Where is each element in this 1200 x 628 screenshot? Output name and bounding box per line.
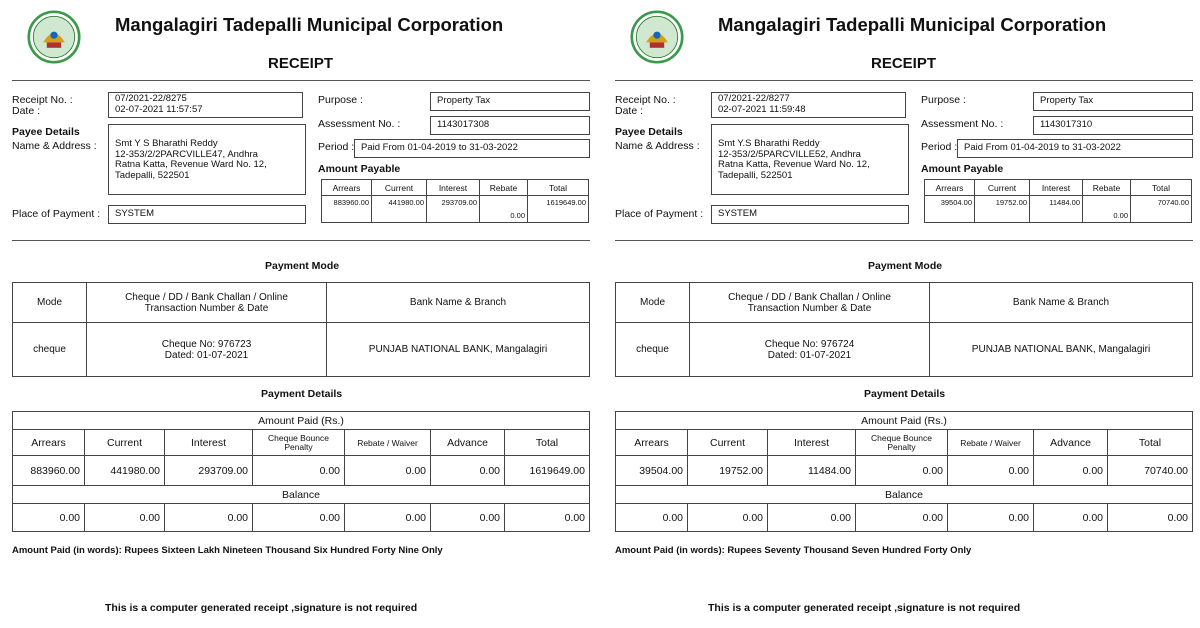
- pd-header: Cheque Bounce Penalty: [253, 430, 345, 456]
- pd-header: Interest: [768, 430, 856, 456]
- pd-value: 441980.00: [85, 456, 165, 486]
- payment-mode-table: [12, 282, 590, 377]
- assessment-value: 1143017308: [437, 119, 490, 130]
- payment-details-title: Payment Details: [261, 388, 343, 400]
- pd-value: 1619649.00: [505, 456, 590, 486]
- purpose-box: [1033, 92, 1193, 111]
- address-box: [108, 124, 306, 195]
- ap-header: Arrears: [322, 180, 372, 196]
- pd-value: 293709.00: [165, 456, 253, 486]
- ap-value: 0.00: [480, 196, 528, 223]
- footer-note: This is a computer generated receipt ,signature is not required: [105, 602, 418, 614]
- ap-value: 1619649.00: [528, 196, 589, 223]
- pd-value: 0.00: [345, 456, 431, 486]
- pm-bank: PUNJAB NATIONAL BANK, Mangalagiri: [327, 323, 590, 377]
- place-label: Place of Payment :: [12, 208, 101, 220]
- balance-value: 0.00: [1108, 504, 1193, 532]
- address-line: Ratna Katta, Revenue Ward No. 12,: [718, 159, 870, 170]
- pm-header-mode: Mode: [13, 283, 87, 323]
- balance-value: 0.00: [85, 504, 165, 532]
- pd-value: 39504.00: [616, 456, 688, 486]
- place-box: [108, 205, 306, 224]
- pd-header: Rebate / Waiver: [345, 430, 431, 456]
- footer-note: This is a computer generated receipt ,signature is not required: [708, 602, 1021, 614]
- receipt-no-label: Receipt No. :: [12, 94, 73, 106]
- ap-header: Interest: [427, 180, 480, 196]
- pm-mode: cheque: [13, 323, 87, 377]
- divider: [615, 240, 1193, 241]
- payment-details-table: [12, 411, 590, 532]
- receipt-no-box: [108, 92, 303, 118]
- divider: [615, 80, 1193, 81]
- ap-header: Interest: [1030, 180, 1083, 196]
- balance-value: 0.00: [505, 504, 590, 532]
- purpose-value: Property Tax: [437, 95, 491, 106]
- pm-mode: cheque: [616, 323, 690, 377]
- pd-header: Total: [505, 430, 590, 456]
- payment-mode-table: [615, 282, 1193, 377]
- address-line: 12-353/2/2PARCVILLE47, Andhra: [115, 148, 258, 160]
- pm-header-mode: Mode: [616, 283, 690, 323]
- purpose-label: Purpose :: [318, 94, 363, 106]
- receipt-title: RECEIPT: [268, 55, 334, 72]
- date-value: 02-07-2021 11:57:57: [115, 103, 203, 115]
- address-line: Tadepalli, 522501: [718, 169, 793, 181]
- amount-payable-label: Amount Payable: [318, 163, 401, 175]
- receipt-left: [5, 0, 595, 628]
- amount-in-words: Amount Paid (in words): Rupees Sixteen Lakh Nineteen Thousand Six Hundred Forty Nine Only: [12, 545, 443, 556]
- ap-value: 293709.00: [427, 196, 480, 223]
- name-address-label: Name & Address :: [12, 140, 97, 152]
- pd-value: 19752.00: [688, 456, 768, 486]
- purpose-box: [430, 92, 590, 111]
- ap-header: Current: [372, 180, 427, 196]
- ap-value: 70740.00: [1131, 196, 1192, 223]
- receipt-no-label: Receipt No. :: [615, 94, 676, 106]
- assessment-label: Assessment No. :: [921, 118, 1004, 130]
- address-line: Smt Y.S Bharathi Reddy: [718, 138, 820, 149]
- pm-header-bank: Bank Name & Branch: [327, 283, 590, 323]
- balance-value: 0.00: [253, 504, 345, 532]
- pm-bank: PUNJAB NATIONAL BANK, Mangalagiri: [930, 323, 1193, 377]
- balance-value: 0.00: [688, 504, 768, 532]
- period-value: Paid From 01-04-2019 to 31-03-2022: [964, 142, 1121, 153]
- ap-header: Total: [528, 180, 589, 196]
- payment-details-table: [615, 411, 1193, 532]
- amount-paid-label: Amount Paid (Rs.): [13, 412, 590, 430]
- pd-header: Current: [688, 430, 768, 456]
- pd-header: Rebate / Waiver: [948, 430, 1034, 456]
- pd-header: Arrears: [13, 430, 85, 456]
- pm-transaction: Cheque No: 976724 Dated: 01-07-2021: [690, 323, 930, 377]
- address-line: Ratna Katta, Revenue Ward No. 12,: [115, 159, 267, 170]
- pd-value: 0.00: [253, 456, 345, 486]
- ap-header: Rebate: [480, 180, 528, 196]
- divider: [12, 240, 590, 241]
- address-box: [711, 124, 909, 195]
- pd-header: Advance: [431, 430, 505, 456]
- date-value: 02-07-2021 11:59:48: [718, 103, 806, 115]
- amount-payable-label: Amount Payable: [921, 163, 1004, 175]
- ap-value: 0.00: [1083, 196, 1131, 223]
- balance-label: Balance: [13, 486, 590, 504]
- pd-header: Interest: [165, 430, 253, 456]
- name-address-label: Name & Address :: [615, 140, 700, 152]
- place-value: SYSTEM: [718, 208, 758, 219]
- balance-value: 0.00: [165, 504, 253, 532]
- pd-value: 0.00: [431, 456, 505, 486]
- ap-value: 11484.00: [1030, 196, 1083, 223]
- amount-payable-table: [321, 179, 589, 223]
- receipt-title: RECEIPT: [871, 55, 937, 72]
- place-box: [711, 205, 909, 224]
- receipt-right: [608, 0, 1198, 628]
- assessment-label: Assessment No. :: [318, 118, 401, 130]
- ap-header: Arrears: [925, 180, 975, 196]
- period-box: [354, 139, 590, 158]
- purpose-label: Purpose :: [921, 94, 966, 106]
- balance-value: 0.00: [13, 504, 85, 532]
- pm-header-txn: Cheque / DD / Bank Challan / Online Transaction Number & Date: [87, 283, 327, 323]
- receipt-no-value: 07/2021-22/8277: [718, 93, 790, 104]
- balance-value: 0.00: [431, 504, 505, 532]
- period-box: [957, 139, 1193, 158]
- place-value: SYSTEM: [115, 208, 155, 219]
- ap-header: Total: [1131, 180, 1192, 196]
- address-line: Tadepalli, 522501: [115, 169, 190, 181]
- period-value: Paid From 01-04-2019 to 31-03-2022: [361, 142, 518, 153]
- payment-mode-title: Payment Mode: [265, 260, 340, 272]
- period-label: Period :: [318, 141, 355, 153]
- balance-value: 0.00: [345, 504, 431, 532]
- receipt-no-box: [711, 92, 906, 118]
- ap-header: Rebate: [1083, 180, 1131, 196]
- place-label: Place of Payment :: [615, 208, 704, 220]
- pd-value: 0.00: [1034, 456, 1108, 486]
- pd-header: Current: [85, 430, 165, 456]
- pd-value: 70740.00: [1108, 456, 1193, 486]
- date-label: Date :: [12, 105, 41, 117]
- address-line: 12-353/2/5PARCVILLE52, Andhra: [718, 148, 861, 160]
- amount-paid-label: Amount Paid (Rs.): [616, 412, 1193, 430]
- pm-transaction: Cheque No: 976723 Dated: 01-07-2021: [87, 323, 327, 377]
- amount-in-words: Amount Paid (in words): Rupees Seventy Thousand Seven Hundred Forty Only: [615, 545, 972, 556]
- purpose-value: Property Tax: [1040, 95, 1094, 106]
- assessment-box: [1033, 116, 1193, 135]
- balance-value: 0.00: [768, 504, 856, 532]
- pd-value: 0.00: [856, 456, 948, 486]
- ap-value: 883960.00: [322, 196, 372, 223]
- pm-header-bank: Bank Name & Branch: [930, 283, 1193, 323]
- emblem-icon: [27, 10, 81, 64]
- balance-value: 0.00: [616, 504, 688, 532]
- balance-value: 0.00: [948, 504, 1034, 532]
- receipt-no-value: 07/2021-22/8275: [115, 93, 187, 104]
- payee-details-label: Payee Details: [12, 126, 80, 138]
- pd-header: Total: [1108, 430, 1193, 456]
- balance-label: Balance: [616, 486, 1193, 504]
- ap-value: 19752.00: [975, 196, 1030, 223]
- pd-value: 11484.00: [768, 456, 856, 486]
- pd-value: 0.00: [948, 456, 1034, 486]
- ap-value: 39504.00: [925, 196, 975, 223]
- address-line: Smt Y S Bharathi Reddy: [115, 138, 218, 149]
- payment-mode-title: Payment Mode: [868, 260, 943, 272]
- pd-header: Cheque Bounce Penalty: [856, 430, 948, 456]
- amount-payable-table: [924, 179, 1192, 223]
- balance-value: 0.00: [856, 504, 948, 532]
- period-label: Period :: [921, 141, 958, 153]
- pd-header: Arrears: [616, 430, 688, 456]
- balance-value: 0.00: [1034, 504, 1108, 532]
- corporation-name: Mangalagiri Tadepalli Municipal Corporation: [115, 14, 504, 35]
- payee-details-label: Payee Details: [615, 126, 683, 138]
- corporation-name: Mangalagiri Tadepalli Municipal Corporation: [718, 14, 1107, 35]
- pm-header-txn: Cheque / DD / Bank Challan / Online Transaction Number & Date: [690, 283, 930, 323]
- payment-details-title: Payment Details: [864, 388, 946, 400]
- assessment-value: 1143017310: [1040, 119, 1093, 130]
- pd-header: Advance: [1034, 430, 1108, 456]
- ap-header: Current: [975, 180, 1030, 196]
- assessment-box: [430, 116, 590, 135]
- ap-value: 441980.00: [372, 196, 427, 223]
- pd-value: 883960.00: [13, 456, 85, 486]
- date-label: Date :: [615, 105, 644, 117]
- divider: [12, 80, 590, 81]
- emblem-icon: [630, 10, 684, 64]
